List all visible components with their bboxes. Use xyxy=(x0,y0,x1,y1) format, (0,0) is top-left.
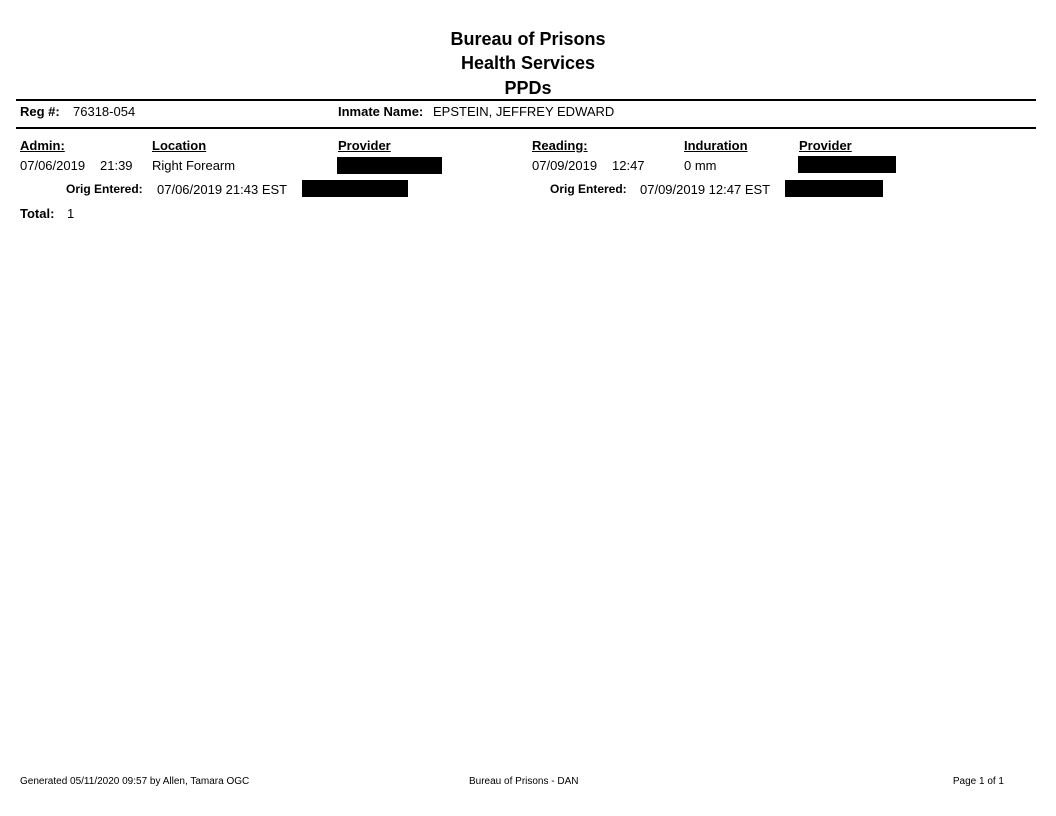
redacted-admin-entered-by xyxy=(302,180,408,197)
redacted-reading-provider xyxy=(798,156,896,173)
column-header-reading: Reading: xyxy=(532,138,588,153)
total-label: Total: xyxy=(20,206,55,221)
admin-date: 07/06/2019 xyxy=(20,158,86,173)
report-title-department: Health Services xyxy=(460,53,596,73)
reading-orig-entered-label: Orig Entered: xyxy=(550,182,627,196)
reg-number-value: 76318-054 xyxy=(73,104,136,119)
report-title-agency: Bureau of Prisons xyxy=(450,29,606,49)
total-value: 1 xyxy=(67,206,75,221)
reading-orig-entered-value: 07/09/2019 12:47 EST xyxy=(640,182,771,197)
reading-time: 12:47 xyxy=(612,158,645,173)
reading-date: 07/09/2019 xyxy=(532,158,598,173)
column-header-admin-provider: Provider xyxy=(338,138,391,153)
inmate-name-label: Inmate Name: xyxy=(338,104,424,119)
admin-orig-entered-label: Orig Entered: xyxy=(66,182,143,196)
column-header-admin: Admin: xyxy=(20,138,65,153)
column-header-induration: Induration xyxy=(684,138,748,153)
footer-page-number: Page 1 of 1 xyxy=(952,776,1004,787)
admin-orig-entered-value: 07/06/2019 21:43 EST xyxy=(157,182,288,197)
induration-value: 0 mm xyxy=(684,158,717,173)
column-header-reading-provider: Provider xyxy=(799,138,852,153)
inmate-name-value: EPSTEIN, JEFFREY EDWARD xyxy=(433,104,615,119)
redacted-reading-entered-by xyxy=(785,180,883,197)
location-value: Right Forearm xyxy=(152,158,236,173)
header-bottom-rule xyxy=(16,127,1036,129)
footer-generated-info: Generated 05/11/2020 09:57 by Allen, Tamara OGC xyxy=(20,776,250,787)
reg-number-label: Reg #: xyxy=(20,104,60,119)
report-title-type: PPDs xyxy=(504,78,552,98)
column-header-location: Location xyxy=(152,138,207,153)
footer-source: Bureau of Prisons - DAN xyxy=(469,776,579,787)
header-top-rule xyxy=(16,99,1036,101)
redacted-admin-provider xyxy=(337,157,442,174)
admin-time: 21:39 xyxy=(100,158,133,173)
